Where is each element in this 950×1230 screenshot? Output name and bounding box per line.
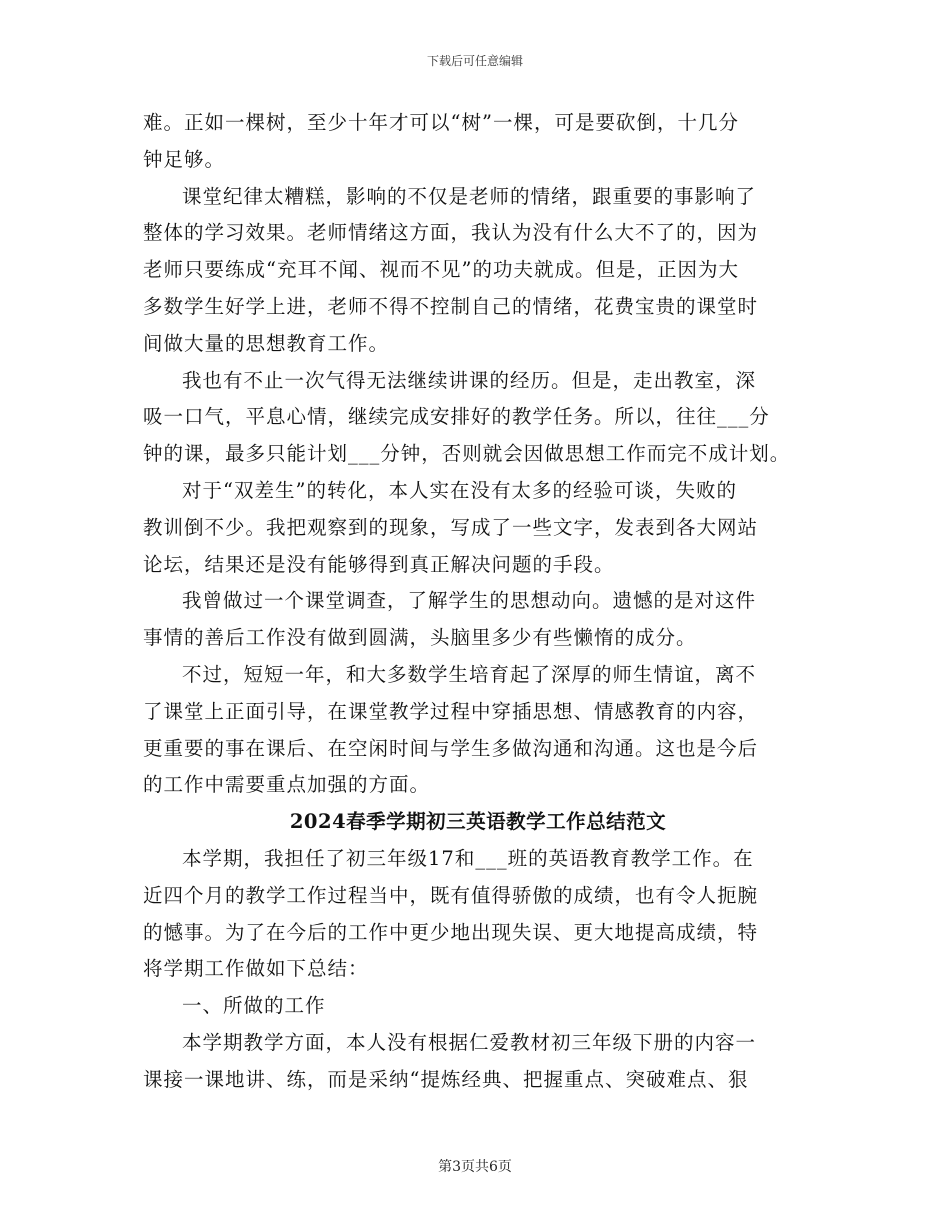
text-line: 多数学生好学上进，老师不得不控制自己的情绪，花费宝贵的课堂时 — [143, 294, 759, 318]
text-line: 间做大量的思想教育工作。 — [143, 331, 390, 355]
paragraph-start-line: 我也有不止一次气得无法继续讲课的经历。但是，走出教室，深 — [182, 368, 757, 392]
document-body — [143, 105, 813, 1099]
text-line: 更重要的事在课后、在空闲时间与学生多做沟通和沟通。这也是今后 — [143, 736, 759, 760]
text-line: 的工作中需要重点加强的方面。 — [143, 773, 431, 797]
text-line: 将学期工作做如下总结： — [143, 957, 369, 981]
page-header: 下载后可任意编辑 — [426, 54, 523, 68]
text-line: 钟的课，最多只能计划___分钟，否则就会因做思想工作而完不成计划。 — [143, 442, 791, 466]
paragraph-start-line: 本学期，我担任了初三年级17和___班的英语教育教学工作。在 — [182, 846, 754, 870]
paragraph-start-line: 我曾做过一个课堂调查，了解学生的思想动向。遗憾的是对这件 — [182, 589, 757, 613]
section-title: 2024春季学期初三英语教学工作总结范文 — [289, 810, 667, 834]
text-line: 了课堂上正面引导，在课堂教学过程中穿插思想、情感教育的内容， — [143, 699, 759, 723]
paragraph-start-line: 一、所做的工作 — [182, 994, 326, 1018]
text-line: 吸一口气，平息心情，继续完成安排好的教学任务。所以，往往___分 — [143, 405, 770, 429]
text-line: 近四个月的教学工作过程当中，既有值得骄傲的成绩，也有令人扼腕 — [143, 883, 759, 907]
paragraph-start-line: 课堂纪律太糟糕，影响的不仅是老师的情绪，跟重要的事影响了 — [182, 184, 757, 208]
text-line: 钟足够。 — [143, 147, 226, 171]
text-line: 的憾事。为了在今后的工作中更少地出现失误、更大地提高成绩，特 — [143, 920, 759, 944]
text-line: 整体的学习效果。老师情绪这方面，我认为没有什么大不了的，因为 — [143, 221, 759, 245]
paragraph-start-line: 对于“双差生”的转化，本人实在没有太多的经验可谈，失败的 — [182, 478, 737, 502]
paragraph-start-line: 本学期教学方面，本人没有根据仁爱教材初三年级下册的内容一 — [182, 1030, 757, 1054]
text-line: 难。正如一棵树，至少十年才可以“树”一棵，可是要砍倒，十几分 — [143, 111, 739, 134]
text-line: 老师只要练成“充耳不闻、视而不见”的功夫就成。但是，正因为大 — [143, 258, 739, 282]
text-line: 课接一课地讲、练，而是采纳“提炼经典、把握重点、突破难点、狠 — [143, 1067, 749, 1091]
text-line: 教训倒不少。我把观察到的现象，写成了一些文字，发表到各大网站 — [143, 515, 759, 539]
page-footer: 第3页共6页 — [438, 1159, 512, 1175]
text-line: 论坛，结果还是没有能够得到真正解决问题的手段。 — [143, 552, 615, 576]
paragraph-start-line: 不过，短短一年，和大多数学生培育起了深厚的师生情谊，离不 — [182, 662, 757, 686]
text-line: 事情的善后工作没有做到圆满，头脑里多少有些懒惰的成分。 — [143, 626, 697, 650]
